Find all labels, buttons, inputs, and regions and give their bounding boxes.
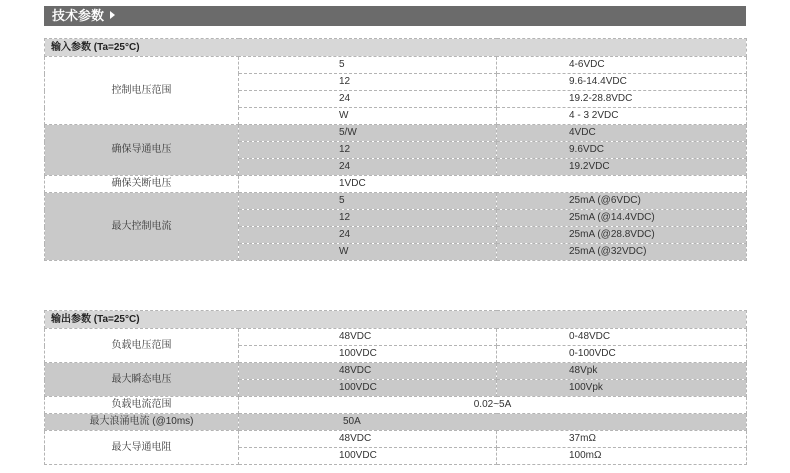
value-cell: 0-100VDC xyxy=(497,346,747,363)
table-row xyxy=(45,431,747,448)
value-cell: 100mΩ xyxy=(497,448,747,465)
table-row xyxy=(45,125,747,142)
value-cell: 48Vpk xyxy=(497,363,747,380)
table-row xyxy=(45,397,747,414)
model-cell: W xyxy=(239,244,497,261)
output-params-header: 输出参数 (Ta=25°C) xyxy=(45,311,747,329)
value-cell: 4VDC xyxy=(497,125,747,142)
model-cell: 100VDC xyxy=(239,380,497,397)
value-cell: 19.2VDC xyxy=(497,159,747,176)
value-cell: 19.2-28.8VDC xyxy=(497,91,747,108)
value-cell: 25mA (@32VDC) xyxy=(497,244,747,261)
model-cell: 5 xyxy=(239,193,497,210)
model-cell: 12 xyxy=(239,142,497,159)
value-cell: 25mA (@14.4VDC) xyxy=(497,210,747,227)
section-title: 技术参数 xyxy=(52,8,105,23)
value-cell: 4 - 3 2VDC xyxy=(497,108,747,125)
model-cell: 48VDC xyxy=(239,363,497,380)
table-row xyxy=(45,363,747,380)
model-cell: 48VDC xyxy=(239,329,497,346)
model-cell: 48VDC xyxy=(239,431,497,448)
table-row xyxy=(45,414,747,431)
caret-right-icon xyxy=(110,11,115,19)
output-header-row xyxy=(45,311,747,329)
max-control-current-label: 最大控制电流 xyxy=(45,193,239,261)
output-params-table xyxy=(44,310,747,465)
control-voltage-range-label: 控制电压范围 xyxy=(45,57,239,125)
load-voltage-range-label: 负载电压范围 xyxy=(45,329,239,363)
value-cell: 100Vpk xyxy=(497,380,747,397)
max-surge-current-label: 最大浪涌电流 (@10ms) xyxy=(45,414,239,431)
model-cell: 24 xyxy=(239,91,497,108)
value-cell: 0-48VDC xyxy=(497,329,747,346)
model-cell: 12 xyxy=(239,74,497,91)
value-cell: 4-6VDC xyxy=(497,57,747,74)
model-cell: 100VDC xyxy=(239,448,497,465)
input-params-table xyxy=(44,38,747,261)
model-cell: 100VDC xyxy=(239,346,497,363)
value-cell: 9.6-14.4VDC xyxy=(497,74,747,91)
value-cell: 25mA (@28.8VDC) xyxy=(497,227,747,244)
model-cell: 12 xyxy=(239,210,497,227)
value-cell: 25mA (@6VDC) xyxy=(497,193,747,210)
model-cell: W xyxy=(239,108,497,125)
table-row xyxy=(45,176,747,193)
load-current-range-label: 负载电流范围 xyxy=(45,397,239,414)
table-row xyxy=(45,329,747,346)
value-cell: 1VDC xyxy=(239,176,747,193)
section-title-bar xyxy=(44,6,746,26)
value-cell: 9.6VDC xyxy=(497,142,747,159)
value-cell: 37mΩ xyxy=(497,431,747,448)
table-row xyxy=(45,193,747,210)
max-on-resistance-label: 最大导通电阻 xyxy=(45,431,239,465)
model-cell: 24 xyxy=(239,159,497,176)
max-transient-voltage-label: 最大瞬态电压 xyxy=(45,363,239,397)
model-cell: 24 xyxy=(239,227,497,244)
input-params-header: 输入参数 (Ta=25°C) xyxy=(45,39,747,57)
input-header-row xyxy=(45,39,747,57)
value-cell: 0.02~5A xyxy=(239,397,747,414)
model-cell: 5 xyxy=(239,57,497,74)
table-row xyxy=(45,57,747,74)
value-cell: 50A xyxy=(239,414,747,431)
model-cell: 5/W xyxy=(239,125,497,142)
guaranteed-on-voltage-label: 确保导通电压 xyxy=(45,125,239,176)
guaranteed-off-voltage-label: 确保关断电压 xyxy=(45,176,239,193)
